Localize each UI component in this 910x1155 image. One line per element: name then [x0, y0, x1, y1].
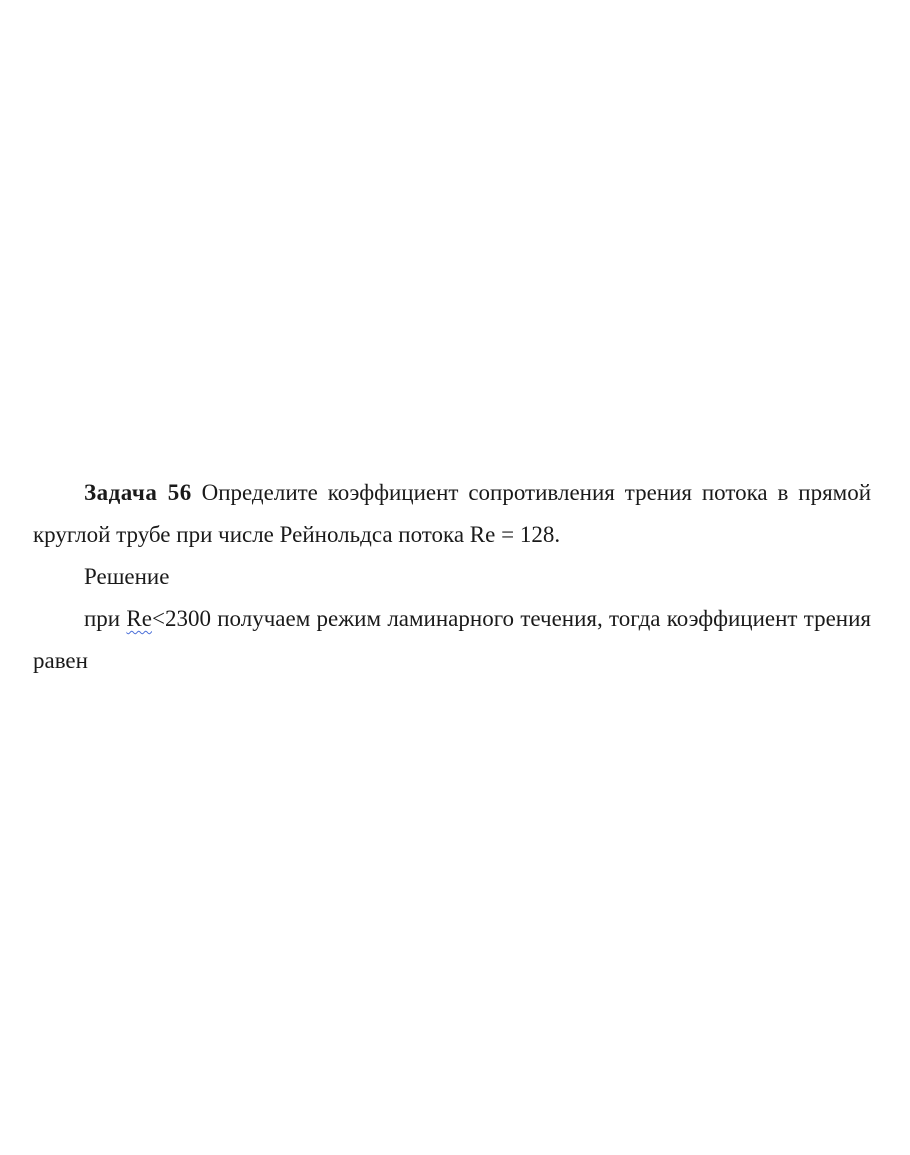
task-title: Задача 56: [84, 480, 192, 505]
solution-heading: Решение: [84, 564, 170, 589]
solution-text-post: <2300 получаем режим ламинарного течения, тогда коэффициент трения равен: [33, 606, 871, 673]
solution-paragraph: [33, 598, 871, 682]
solution-text-pre: при: [84, 606, 127, 631]
document-body: [33, 472, 871, 682]
task-text: Определите коэффициент сопротивления трения потока в прямой круглой трубе при числе Рейнольдса потока Re = 128.: [33, 480, 872, 547]
task-paragraph: [33, 472, 871, 556]
spellcheck-word: Re: [126, 606, 152, 631]
